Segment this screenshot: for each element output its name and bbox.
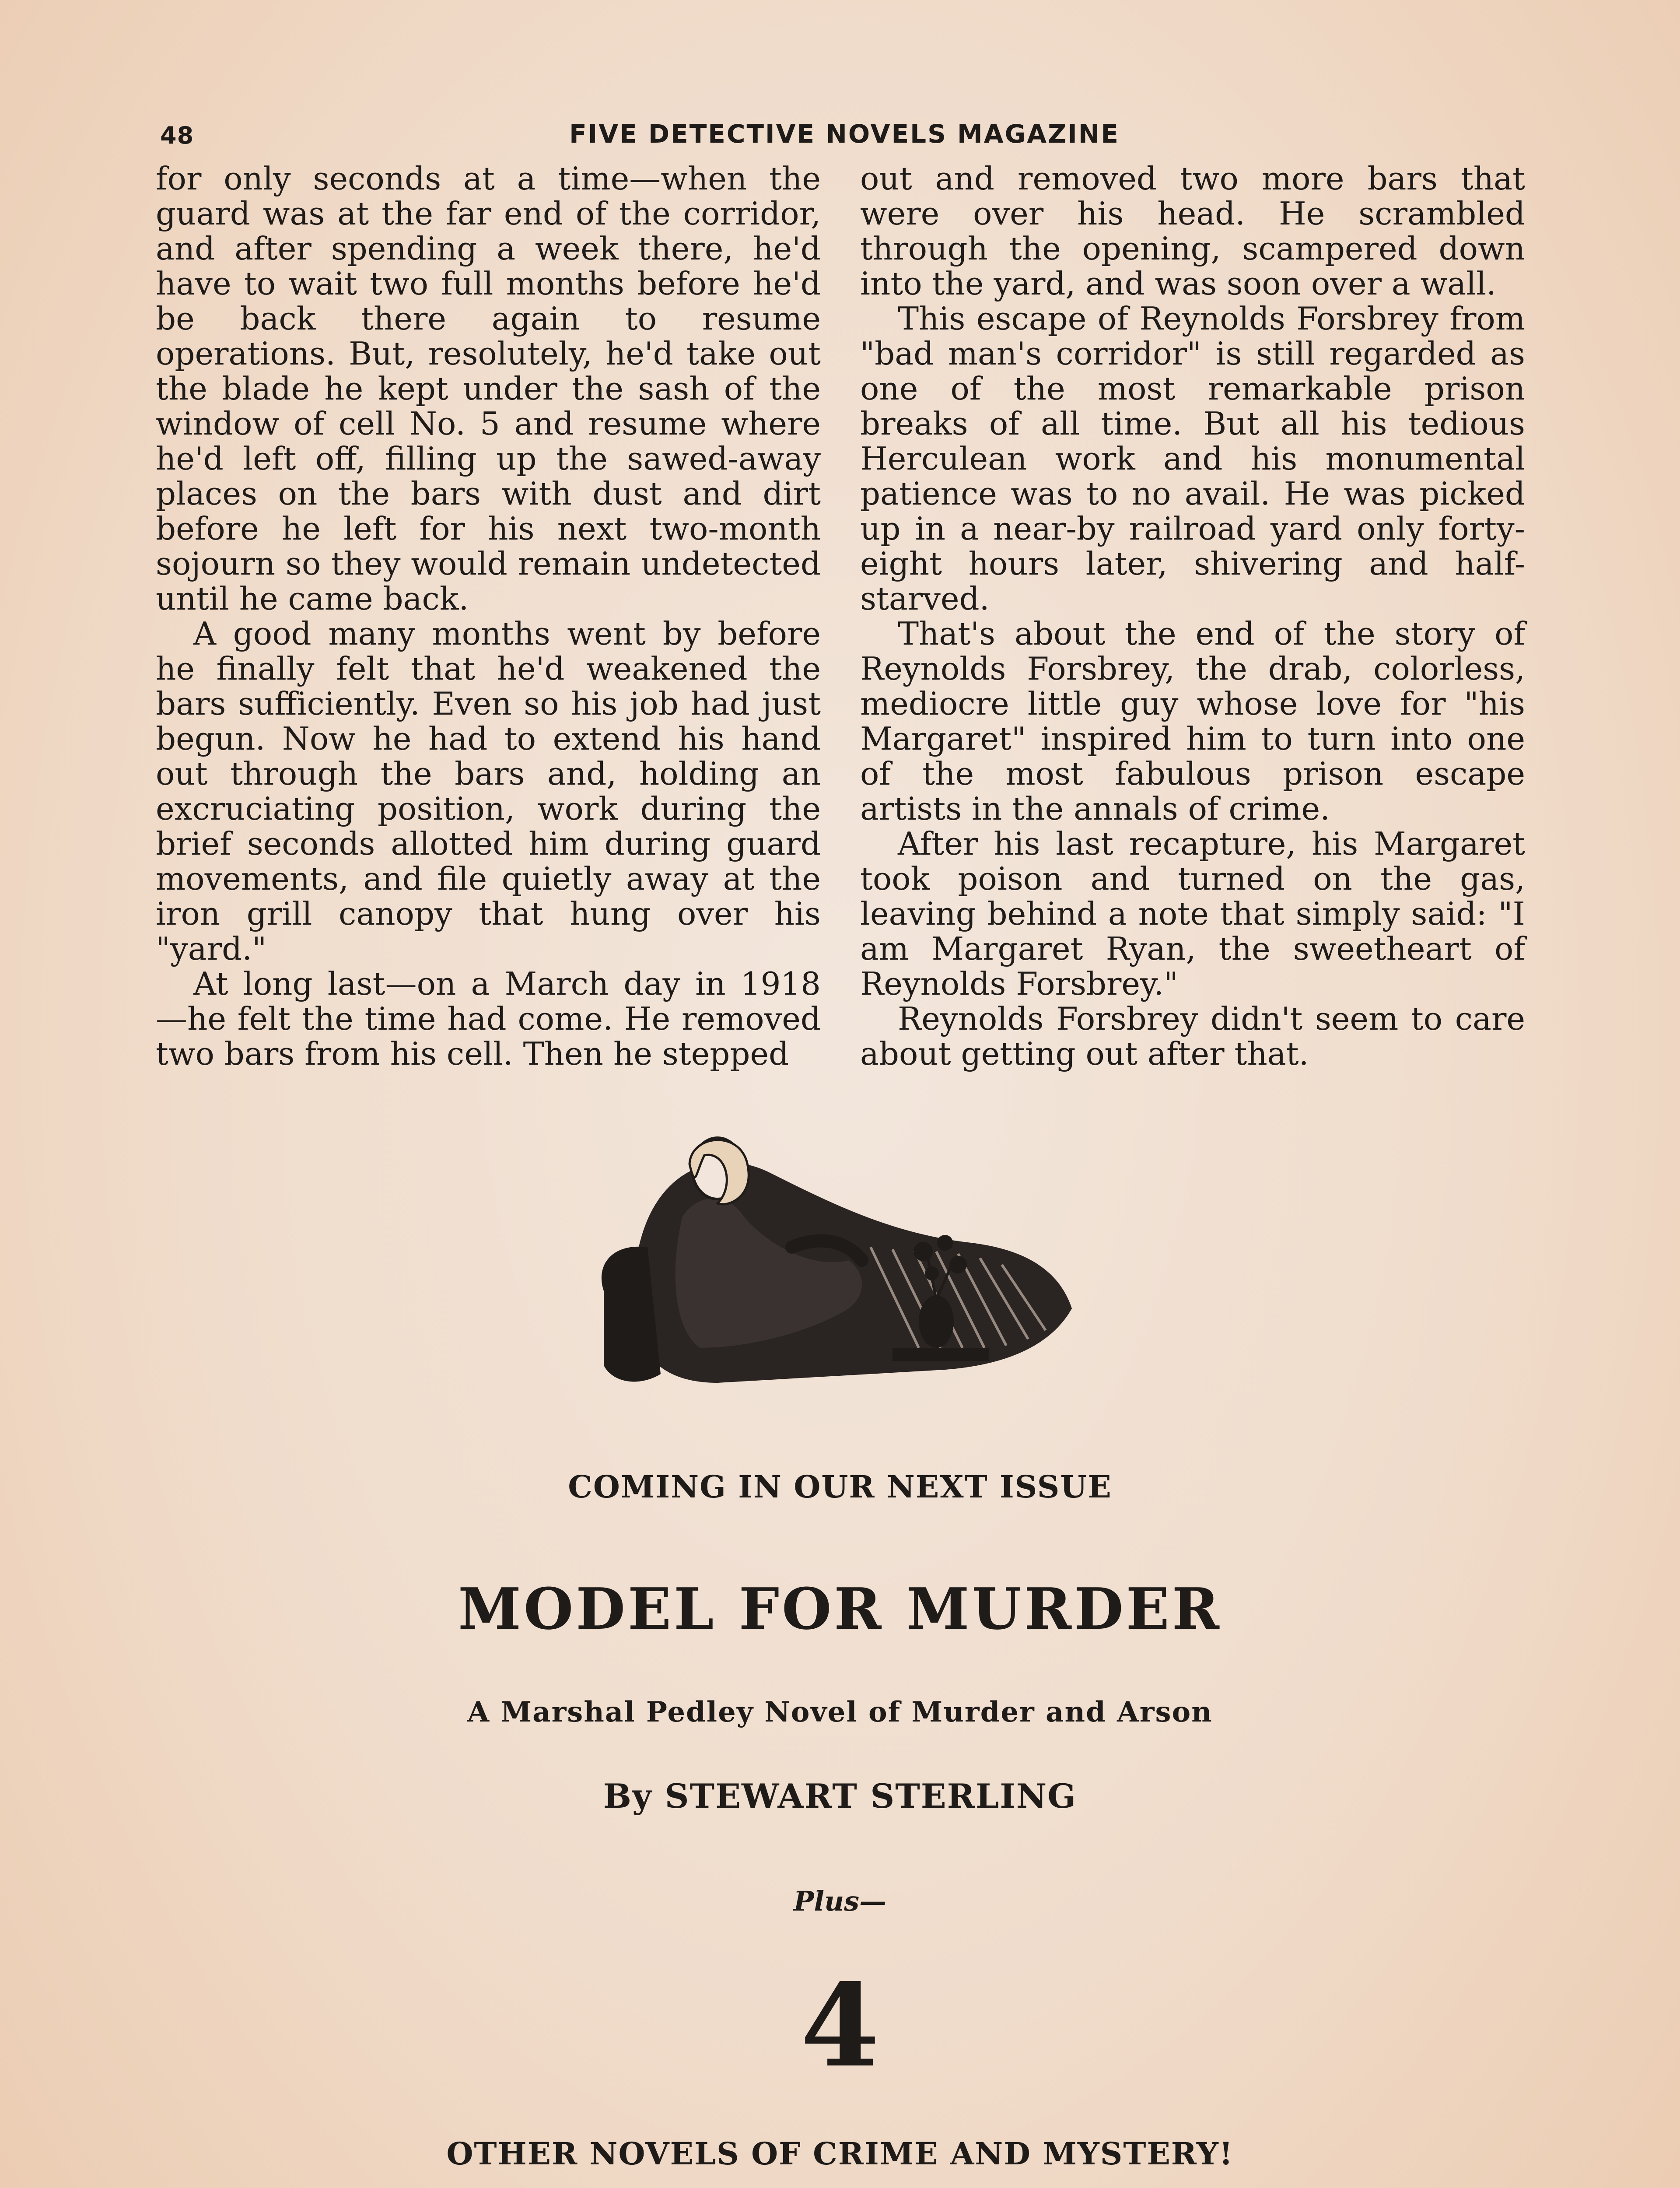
article-paragraph: After his last recapture, his Margaret took poison and turned on the gas, leaving behind a note that simply said: "I am Margaret Ryan, the sweetheart of Reynolds Forsbrey." <box>860 825 1525 1002</box>
article-paragraph: out and removed two more bars that were over his head. He scrambled through the opening, scampered down into the yard, and was soon over a wall. <box>860 160 1525 302</box>
article-paragraph: Reynolds Forsbrey didn't seem to care about getting out after that. <box>860 1000 1525 1072</box>
article-paragraph: This escape of Reynolds Forsbrey from "bad man's corridor" is still regarded as one of the most remarkable prison breaks of all time. But all his tedious Herculean work and his monumental patience was to no avail. He was picked up in a near-by railroad yard only forty-eight hours later, shivering and half-starved. <box>860 300 1525 617</box>
woman-reclining-illustration <box>586 1103 1094 1409</box>
promo-author: By STEWART STERLING <box>603 1777 1077 1816</box>
promo-footer: OTHER NOVELS OF CRIME AND MYSTERY! <box>446 2135 1234 2172</box>
page-number: 48 <box>160 122 194 149</box>
article-right-column <box>860 161 1525 1071</box>
article-paragraph: That's about the end of the story of Reynolds Forsbrey, the drab, colorless, mediocre little guy whose love for "his Margaret" inspired him to turn into one of the most fabulous prison escape artists in the annals of crime. <box>860 615 1525 827</box>
promo-subtitle: A Marshal Pedley Novel of Murder and Arson <box>467 1696 1213 1729</box>
promo-number: 4 <box>800 1959 880 2093</box>
running-head: FIVE DETECTIVE NOVELS MAGAZINE <box>569 119 1120 149</box>
promo-plus: Plus— <box>793 1885 887 1917</box>
article-left-column <box>156 161 821 1071</box>
promo-coming-next-issue: COMING IN OUR NEXT ISSUE <box>568 1469 1112 1505</box>
promo-title: MODEL FOR MURDER <box>458 1575 1222 1642</box>
article-paragraph: At long last—on a March day in 1918 —he felt the time had come. He removed two bars from his cell. Then he stepped <box>156 965 821 1072</box>
article-paragraph: for only seconds at a time—when the guard was at the far end of the corridor, and after spending a week there, he'd have to wait two full months before he'd be back there again to resume operations. But, resolutely, he'd take out the blade he kept under the sash of the window of cell No. 5 and resume where he'd left off, filling up the sawed-away places on the bars with dust and dirt before he left for his next two-month sojourn so they would remain undetected until he came back. <box>156 160 821 617</box>
article-paragraph: A good many months went by before he finally felt that he'd weakened the bars sufficiently. Even so his job had just begun. Now he had to extend his hand out through the bars and, holding an excruciating position, work during the brief seconds allotted him during guard movements, and file quietly away at the iron grill canopy that hung over his "yard." <box>156 615 821 967</box>
